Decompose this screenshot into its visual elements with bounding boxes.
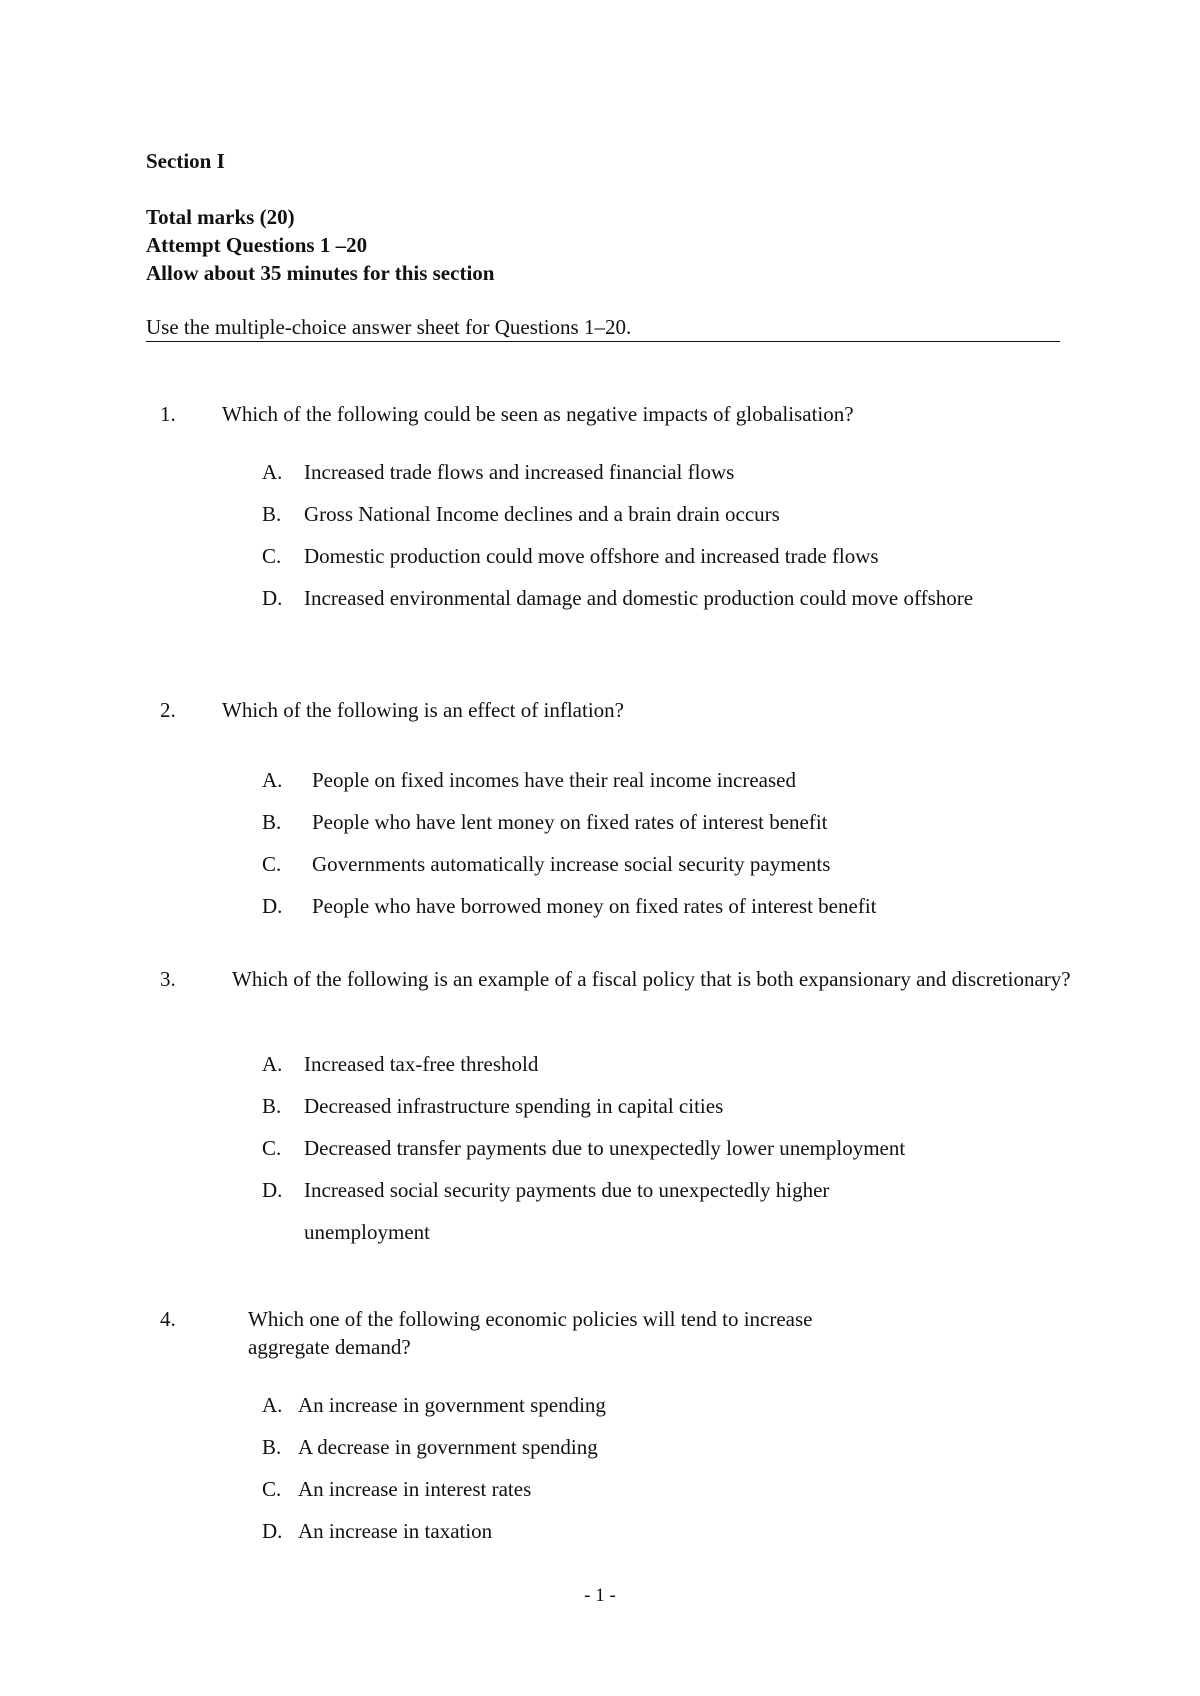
question-3-number: 3. (160, 967, 176, 991)
question-3-option-c: Decreased transfer payments due to unexpectedly lower unemployment (304, 1136, 906, 1160)
question-2-option-c: Governments automatically increase social security payments (312, 852, 831, 876)
time-allowance: Allow about 35 minutes for this section (146, 261, 495, 285)
question-2-option-a-letter: A. (262, 768, 283, 792)
question-3-option-a-letter: A. (262, 1052, 283, 1076)
question-3-option-c-letter: C. (262, 1136, 282, 1160)
question-2-option-b-letter: B. (262, 810, 282, 834)
question-4-option-a-letter: A. (262, 1393, 283, 1417)
question-3-option-b: Decreased infrastructure spending in capital cities (304, 1094, 724, 1118)
section-title: Section I (146, 149, 225, 173)
question-2-option-d: People who have borrowed money on fixed rates of interest benefit (312, 894, 877, 918)
question-4-option-a: An increase in government spending (298, 1393, 606, 1417)
question-1-option-c: Domestic production could move offshore and increased trade flows (304, 544, 879, 568)
question-2-option-d-letter: D. (262, 894, 283, 918)
question-3-text: Which of the following is an example of a fiscal policy that is both expansionary and discretionary? (232, 967, 1071, 991)
question-1-option-a-letter: A. (262, 460, 283, 484)
question-3-option-d: Increased social security payments due to unexpectedly higher unemployment (304, 1178, 830, 1244)
answer-sheet-instruction: Use the multiple-choice answer sheet for Questions 1–20. (146, 314, 1060, 342)
question-1-number: 1. (160, 402, 176, 426)
question-2-number: 2. (160, 698, 176, 722)
question-4-option-d-letter: D. (262, 1519, 283, 1543)
question-1-option-b: Gross National Income declines and a brain drain occurs (304, 502, 780, 526)
question-1-option-b-letter: B. (262, 502, 282, 526)
question-2-option-b: People who have lent money on fixed rates of interest benefit (312, 810, 828, 834)
question-4-option-b-letter: B. (262, 1435, 282, 1459)
question-2-option-c-letter: C. (262, 852, 282, 876)
question-4-text: Which one of the following economic policies will tend to increase aggregate demand? (248, 1307, 813, 1359)
page-number: - 1 - (584, 1585, 616, 1606)
question-1-option-d-letter: D. (262, 586, 283, 610)
question-4-option-c: An increase in interest rates (298, 1477, 532, 1501)
question-2-text: Which of the following is an effect of inflation? (222, 698, 624, 722)
question-3-option-b-letter: B. (262, 1094, 282, 1118)
question-3-option-d-letter: D. (262, 1178, 283, 1202)
question-4-option-d: An increase in taxation (298, 1519, 493, 1543)
question-1-option-a: Increased trade flows and increased financial flows (304, 460, 735, 484)
attempt-questions: Attempt Questions 1 –20 (146, 233, 368, 257)
question-1-option-d: Increased environmental damage and domestic production could move offshore (304, 586, 974, 610)
question-4-option-b: A decrease in government spending (298, 1435, 598, 1459)
question-2-option-a: People on fixed incomes have their real income increased (312, 768, 796, 792)
question-4-option-c-letter: C. (262, 1477, 282, 1501)
question-4-number: 4. (160, 1307, 176, 1331)
question-1-option-c-letter: C. (262, 544, 282, 568)
total-marks: Total marks (20) (146, 205, 295, 229)
question-3-option-a: Increased tax-free threshold (304, 1052, 539, 1076)
question-1-text: Which of the following could be seen as negative impacts of globalisation? (222, 402, 854, 426)
